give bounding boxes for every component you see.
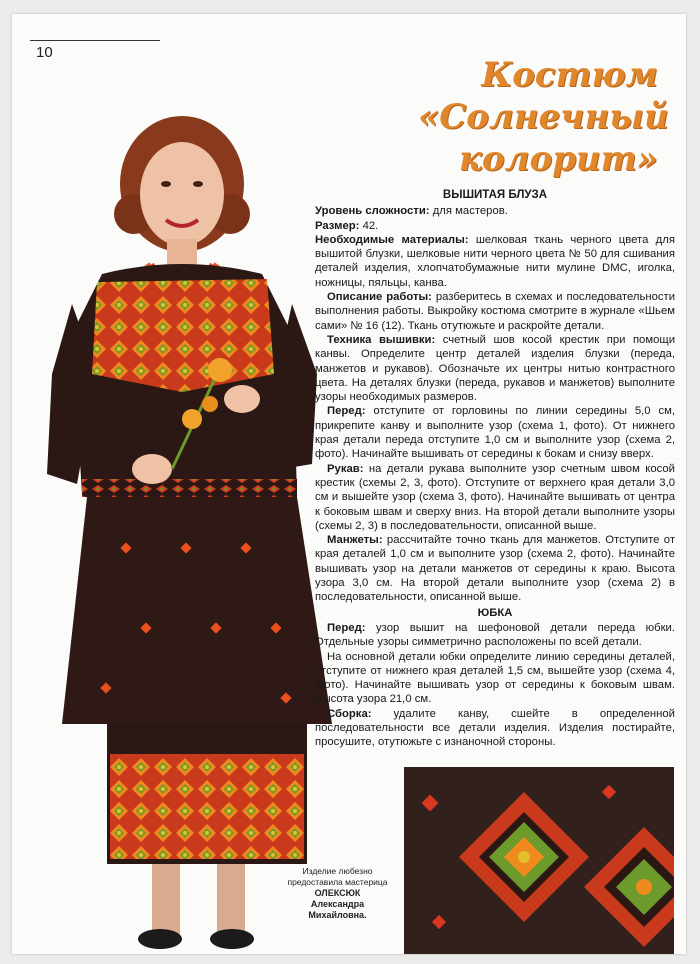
difficulty-value: для мастеров. xyxy=(429,205,508,218)
caption-name-3: Михайловна. xyxy=(308,910,367,920)
magazine-page xyxy=(12,14,686,954)
embroidery-detail-photo xyxy=(404,767,674,954)
skirt-front-paragraph xyxy=(315,621,675,650)
technique-value: счетный шов косой крестик при помощи канвы. Определите центр деталей изделия блузки (переда, манжетов и рукавов). Обозначьте их центры нитью контрастного цвета. На деталях блузки (переда, рукавов и манжетов) выполните узоры необходимых размеров. xyxy=(315,333,675,404)
cuffs-label: Манжеты: xyxy=(327,534,383,547)
sleeve-value: на детали рукава выполните узор счетным швом косой крестик (схемы 2, 3, фото). Отступите от верхнего края детали 3,0 см и вышейте узор (схема 3, фото). Начинайте вышивать от центра к боковым швам и сверху вниз. На второй детали выполните узоры (схемы 2, 3) в последовательности, описанной выше. xyxy=(315,462,675,532)
photo-caption xyxy=(280,866,395,921)
size-paragraph xyxy=(315,219,675,233)
assembly-value: удалите канву, сшейте в определенной последовательности все детали изделия. Изделия постирайте, просушите, отутюжьте с изнаночной стороны. xyxy=(315,707,675,749)
section-heading-skirt: ЮБКА xyxy=(477,606,513,619)
section-heading-blouse: ВЫШИТАЯ БЛУЗА xyxy=(442,189,548,201)
technique-label: Техника вышивки: xyxy=(327,333,436,346)
skirt-paragraph-2: На основной детали юбки определите линию середины деталей, отступите от нижнего края деталей 1,5 см, вышейте узор (схема 4, фото). Начинайте вышивать узор от середины к боковым швам. Высота узора 21,0 см. xyxy=(315,650,675,706)
main-photo xyxy=(42,74,342,954)
page-number: 10 xyxy=(36,44,53,61)
assembly-paragraph xyxy=(315,707,675,750)
caption-name-2: Александра xyxy=(310,899,365,909)
technique-paragraph xyxy=(315,333,675,404)
front-value: отступите от горловины по линии середины 5,0 см, прикрепите канву и выполните узор (схема 1, фото). От нижнего края детали переда отступите 1,0 см и выполните узор (схема 2, фото). Начинайте вышивать от середины к бокам и снизу вверх. xyxy=(315,405,675,461)
caption-line-1: Изделие любезно xyxy=(302,866,373,876)
sleeve-label: Рукав: xyxy=(327,462,364,475)
front-label: Перед: xyxy=(327,405,366,418)
work-label: Описание работы: xyxy=(327,291,432,304)
caption-line-2: предоставила мастерица xyxy=(287,877,388,887)
title-line-1: Костюм xyxy=(481,55,658,95)
title-line-3: колорит» xyxy=(459,139,658,179)
embroidery-closeup xyxy=(404,767,674,954)
difficulty-paragraph xyxy=(315,204,675,218)
skirt-front-value: узор вышит на шефоновой детали переда юбки. Отдельные узоры симметрично расположены по всей детали. xyxy=(315,621,675,649)
size-label: Размер: xyxy=(315,219,360,232)
work-value: разберитесь в схемах и последовательности выполнения работы. Выкройку костюма смотрите в журнале «Шьем сами» № 16 (12). Ткань отутюжьте и раскройте детали. xyxy=(315,291,676,332)
difficulty-label: Уровень сложности: xyxy=(315,205,430,218)
front-paragraph xyxy=(315,404,675,461)
title-line-2: «Солнечный xyxy=(418,97,669,137)
top-rule xyxy=(30,40,160,41)
assembly-label: Сборка: xyxy=(327,707,372,720)
cuffs-paragraph xyxy=(315,533,675,604)
model-illustration xyxy=(42,74,342,954)
skirt-front-label: Перед: xyxy=(327,621,366,634)
materials-label: Необходимые материалы: xyxy=(315,233,469,246)
materials-paragraph xyxy=(315,233,675,290)
article-body xyxy=(315,188,675,750)
size-value: 42. xyxy=(359,219,379,232)
materials-value: шелковая ткань черного цвета для вышитой блузки, шелковые нити черного цвета № 50 для сшивания деталей изделия, хлопчатобумажные нити мулине DMC, иголка, ножницы, пяльцы, канва. xyxy=(315,233,675,289)
caption-name-1: ОЛЕКСЮК xyxy=(314,888,361,898)
article-title xyxy=(418,54,669,180)
work-paragraph xyxy=(315,290,675,333)
cuffs-value: рассчитайте точно ткань для манжетов. Отступите от края деталей 1,0 см и выполните узор (схема 2, фото). Начинайте вышивать узор на детали манжетов от середины к краю. Высота узора 3,0 см. На второй детали выполните узор (схема 2) в последовательности, описанной выше. xyxy=(315,534,675,604)
sleeve-paragraph xyxy=(315,462,675,533)
